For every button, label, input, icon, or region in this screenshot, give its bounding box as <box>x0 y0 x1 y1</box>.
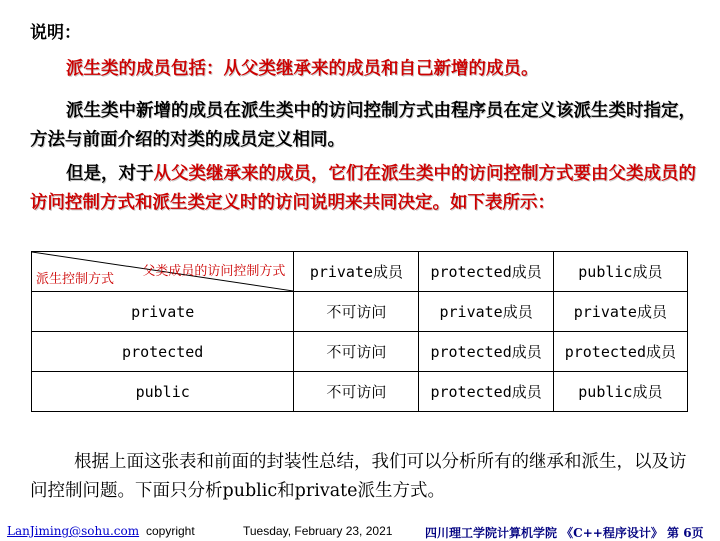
row-label: private <box>32 292 294 332</box>
table-cell: protected成员 <box>419 332 553 372</box>
paragraph-members: 派生类的成员包括：从父类继承来的成员和自己新增的成员。 <box>66 59 539 79</box>
footer-course-page: 四川理工学院计算机学院 《C++程序设计》 第 6页 <box>425 526 704 540</box>
slide-footer <box>0 521 720 540</box>
row-label: protected <box>32 332 294 372</box>
column-header: public成员 <box>553 252 687 292</box>
table-cell: protected成员 <box>419 372 553 412</box>
table-cell: 不可访问 <box>294 292 419 332</box>
column-header: protected成员 <box>419 252 553 292</box>
table-header-row <box>32 252 688 292</box>
copyright-text: copyright <box>146 524 195 538</box>
table-row <box>32 292 688 332</box>
paragraph-new-members <box>30 97 702 155</box>
para3-tail: ，它们在派生类中的访问控制方式要由父类成员的访问控制方式和派生类定义时的访问说明来共同决定。如下表所示： <box>30 164 696 213</box>
table-cell: public成员 <box>553 372 687 412</box>
section-heading: 说明： <box>30 23 81 43</box>
paragraph-new-members-text: 派生类中新增的成员在派生类中的访问控制方式由程序员在定义该派生类时指定，方法与前面介绍的对类的成员定义相同。 <box>30 101 696 150</box>
table-row <box>32 332 688 372</box>
table-cell: 不可访问 <box>294 372 419 412</box>
para3-lead: 但是，对于 <box>66 164 154 184</box>
footer-date: Tuesday, February 23, 2021 <box>243 524 393 538</box>
table-row <box>32 372 688 412</box>
author-email-link[interactable]: LanJiming@sohu.com <box>7 524 140 538</box>
table-cell: private成员 <box>553 292 687 332</box>
access-control-table <box>31 251 688 412</box>
column-header: private成员 <box>294 252 419 292</box>
row-label: public <box>32 372 294 412</box>
corner-label-derivation: 派生控制方式 <box>36 272 115 287</box>
table-cell: protected成员 <box>553 332 687 372</box>
para3-highlight: 从父类继承来的成员 <box>153 164 311 184</box>
paragraph-summary <box>30 448 702 506</box>
paragraph-summary-text: 根据上面这张表和前面的封装性总结，我们可以分析所有的继承和派生，以及访问控制问题。下面只分析public和private派生方式。 <box>30 452 687 501</box>
table-cell: private成员 <box>419 292 553 332</box>
paragraph-inherited-members <box>30 160 702 218</box>
table-cell: 不可访问 <box>294 332 419 372</box>
corner-label-parent: 父类成员的访问控制方式 <box>142 264 286 279</box>
table-corner-cell <box>32 252 294 292</box>
